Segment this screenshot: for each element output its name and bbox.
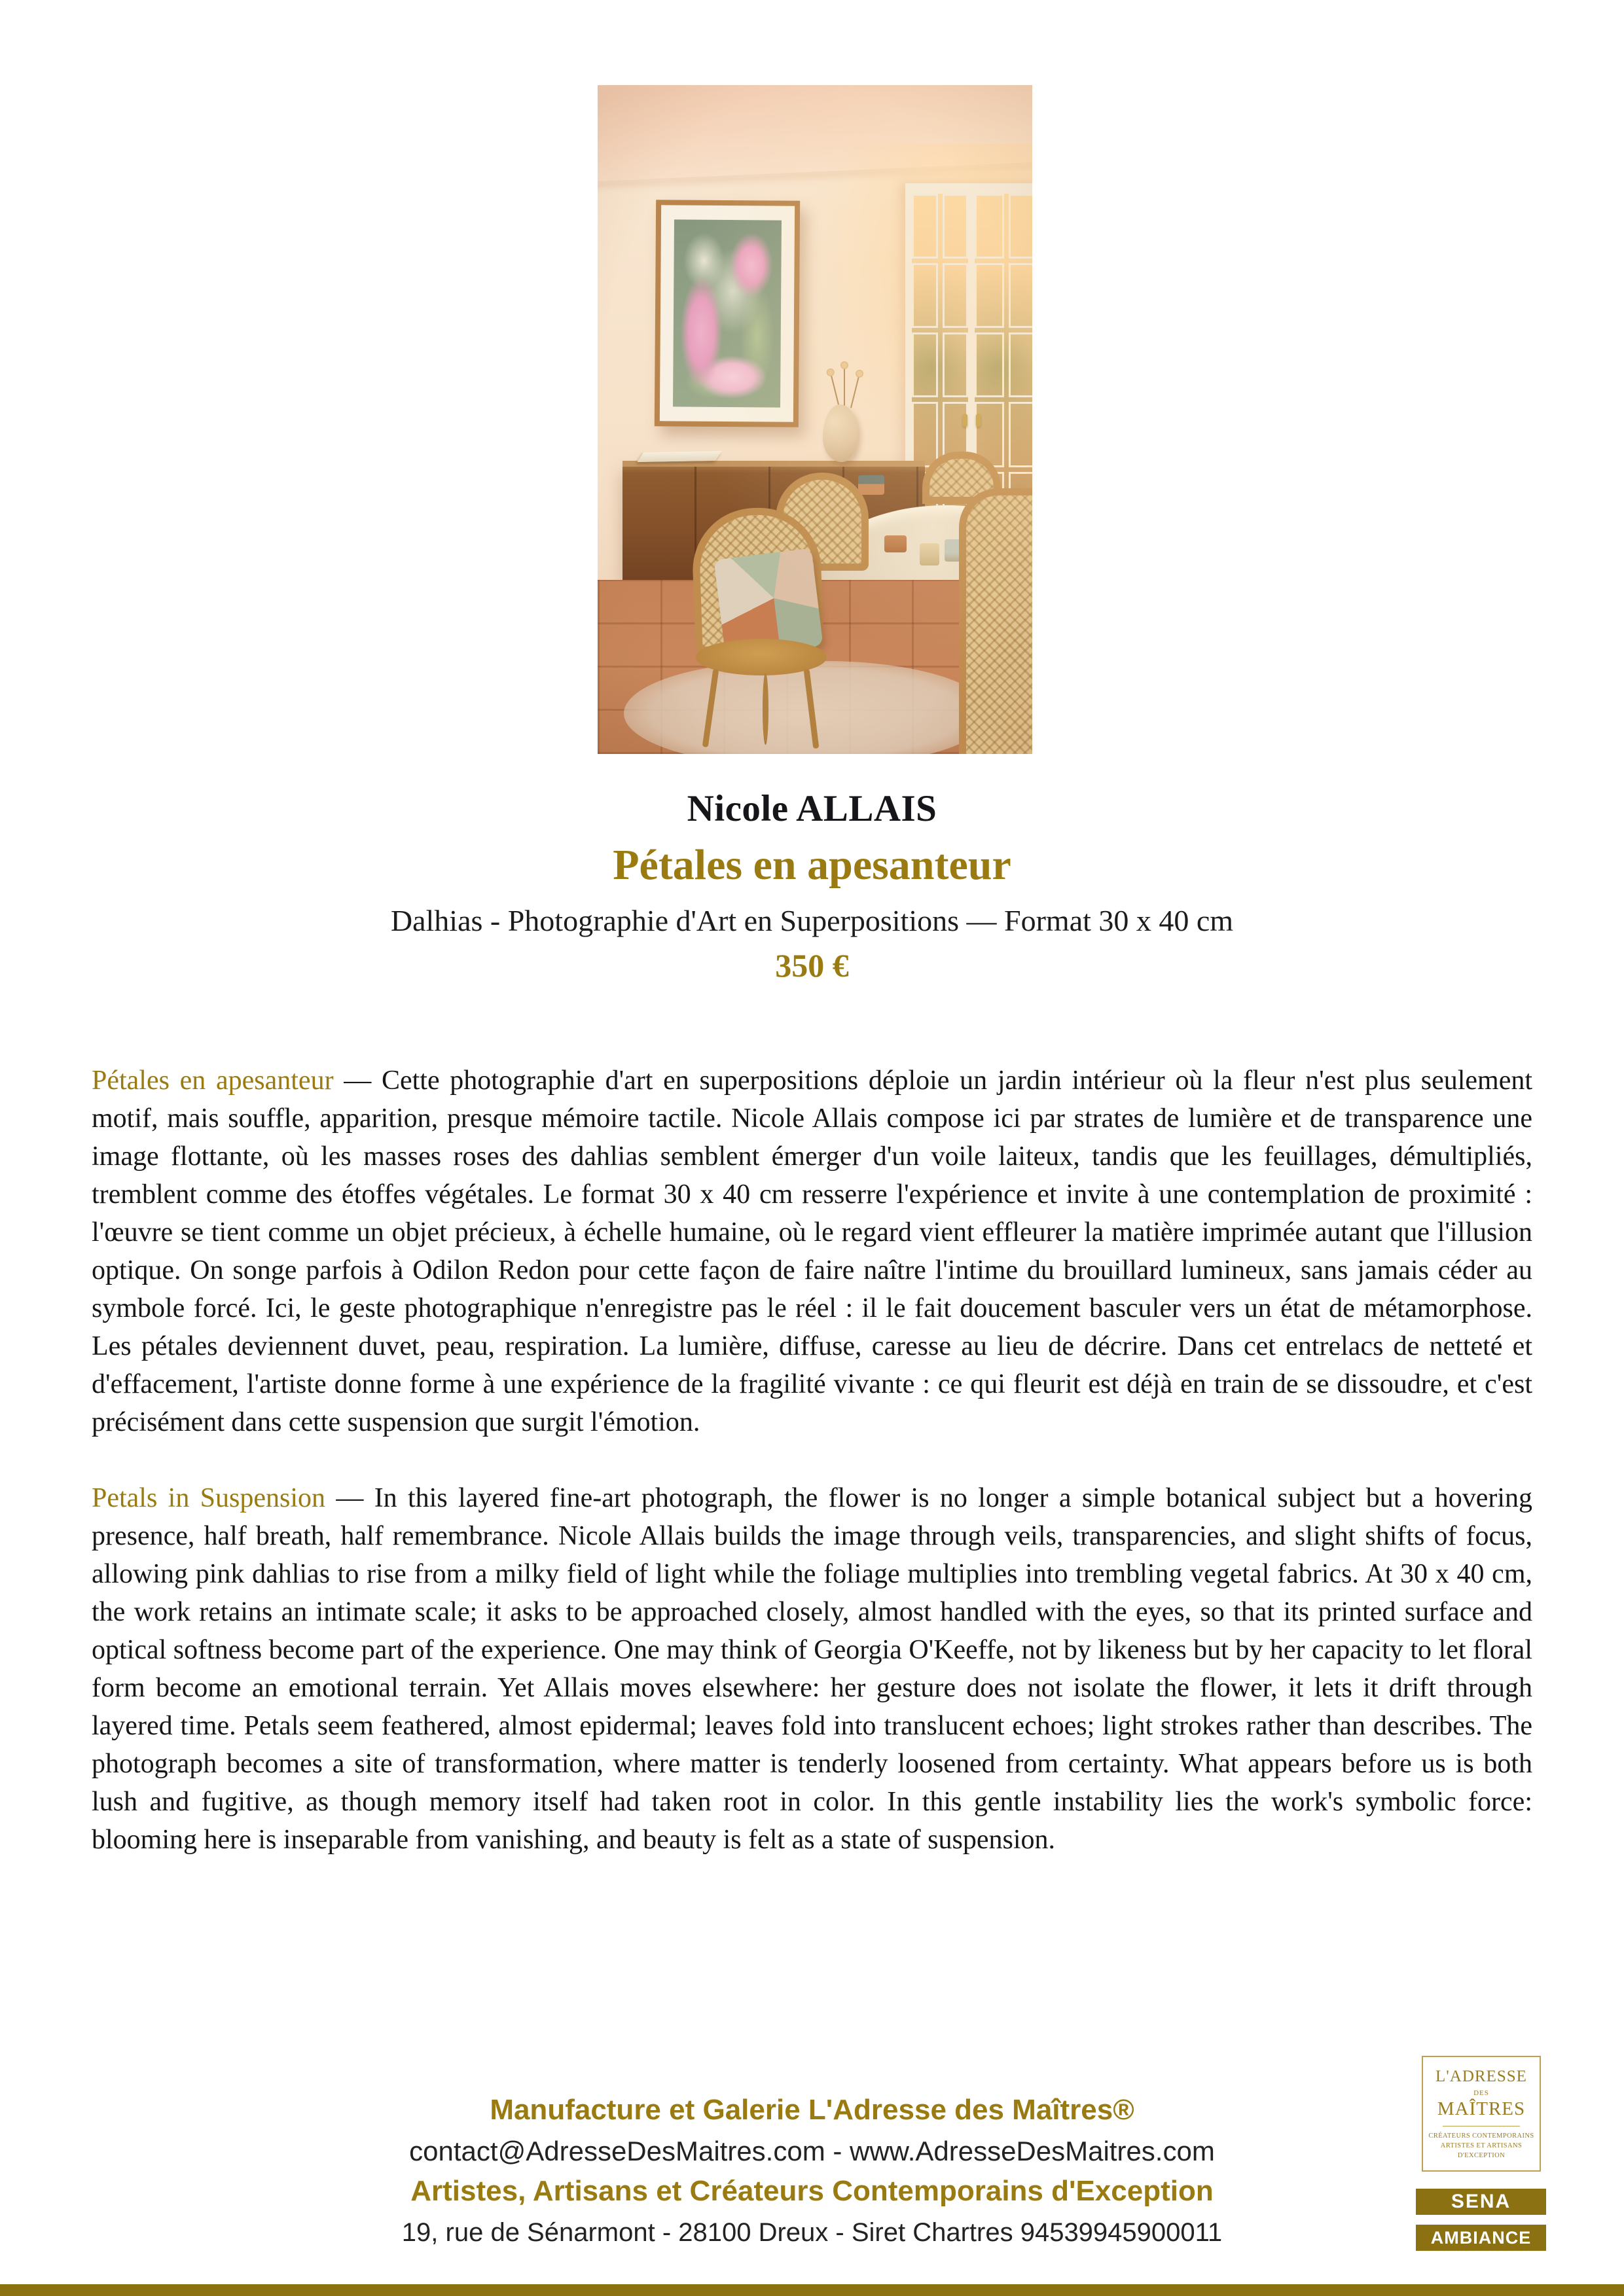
footer-gallery-name: Manufacture et Galerie L'Adresse des Maîtres® bbox=[490, 2094, 1134, 2126]
description-english bbox=[92, 1479, 1532, 1859]
footer-tagline: Artistes, Artisans et Créateurs Contemporains d'Exception bbox=[410, 2175, 1214, 2207]
description-english-lead: Petals in Suspension bbox=[92, 1483, 326, 1513]
hero-photo bbox=[598, 85, 1032, 754]
artwork-title: Pétales en apesanteur bbox=[613, 841, 1011, 889]
logo-sub-line: D'EXCEPTION bbox=[1457, 2152, 1506, 2159]
logo-sub-line: CRÉATEURS CONTEMPORAINS bbox=[1428, 2132, 1534, 2140]
photo-door-handle bbox=[963, 414, 967, 427]
photo-cup bbox=[920, 543, 939, 565]
footer-address: 19, rue de Sénarmont - 28100 Dreux - Siret Chartres 94539945900011 bbox=[401, 2218, 1223, 2247]
photo-artwork-mat bbox=[660, 205, 795, 422]
photo-door-handle bbox=[976, 414, 981, 427]
footer-contact-links[interactable]: contact@AdresseDesMaitres.com - www.AdresseDesMaitres.com bbox=[409, 2136, 1215, 2166]
photo-cup bbox=[884, 535, 907, 552]
artist-name: Nicole ALLAIS bbox=[687, 788, 937, 829]
description-french bbox=[92, 1062, 1532, 1441]
logo-line-des: DES bbox=[1473, 2089, 1489, 2097]
photo-bowl bbox=[858, 475, 884, 495]
gallery-logo bbox=[1422, 2056, 1541, 2172]
badge-ambiance: AMBIANCE bbox=[1416, 2225, 1546, 2251]
description-english-body: — In this layered fine-art photograph, the flower is no longer a simple botanical subject but a hovering presence, half breath, half remembrance. Nicole Allais builds the image through veils, transparencies, and slight shifts of focus, allowing pink dahlias to rise from a milky field of light while the foliage multiplies into trembling vegetal fabrics. At 30 x 40 cm, the work retains an intimate scale; it asks to be approached closely, almost handled with the eyes, so that its printed surface and optical softness become part of the experience. One may think of Georgia O'Keeffe, not by likeness but by her capacity to let floral form become an emotional terrain. Yet Allais moves elsewhere: her gesture does not isolate the flower, it lets it drift through layered time. Petals seem feathered, almost epidermal; leaves fold into translucent echoes; light strokes rather than describes. The photograph becomes a site of transformation, where matter is tenderly loosened from certainty. What appears before us is both lush and fugitive, as though memory itself had taken root in color. In this gentle instability lies the work's symbolic force: blooming here is inseparable from vanishing, and beauty is felt as a state of suspension. bbox=[92, 1483, 1532, 1855]
photo-cane-chair bbox=[959, 488, 1032, 754]
logo-sub-line: ARTISTES ET ARTISANS bbox=[1440, 2142, 1523, 2149]
description-french-lead: Pétales en apesanteur bbox=[92, 1066, 334, 1096]
footer-gold-bar bbox=[0, 2284, 1624, 2296]
description-french-body: — Cette photographie d'art en superpositions déploie un jardin intérieur où la fleur n'est plus seulement motif, mais souffle, apparition, presque mémoire tactile. Nicole Allais compose ici par strates de lumière et de transparence une image flottante, où les masses roses des dahlias semblent émerger d'un voile laiteux, tandis que les feuillages, démultipliés, tremblent comme des étoffes végétales. Le format 30 x 40 cm resserre l'expérience et invite à une contemplation de proximité : l'œuvre se tient comme un objet précieux, à échelle humaine, où le regard vient effleurer la matière imprimée autant que l'illusion optique. On songe parfois à Odilon Redon pour cette façon de faire naître l'intime du brouillard lumineux, sans jamais céder au symbole forcé. Ici, le geste photographique n'enregistre pas le réel : il le fait doucement basculer vers un état de métamorphose. Les pétales deviennent duvet, peau, respiration. La lumière, diffuse, caresse au lieu de décrire. Dans cet entrelacs de netteté et d'effacement, l'artiste donne forme à une expérience de la fragilité vivante : ce qui fleurit est déjà en train de se dissoudre, et c'est précisément dans cette suspension que surgit l'émotion. bbox=[92, 1066, 1533, 1437]
photo-open-book bbox=[637, 451, 721, 462]
photo-dahlia-print bbox=[673, 219, 782, 407]
logo-line-adresse: L'ADRESSE bbox=[1435, 2068, 1527, 2085]
logo-line-maitres: MAÎTRES bbox=[1437, 2098, 1526, 2119]
photo-framed-artwork bbox=[655, 200, 800, 427]
artwork-price: 350 € bbox=[775, 947, 849, 984]
badge-sena: SENA bbox=[1416, 2189, 1546, 2215]
photo-dried-flower bbox=[844, 368, 845, 407]
photo-vase bbox=[823, 404, 858, 462]
artwork-subtitle: Dalhias - Photographie d'Art en Superpositions — Format 30 x 40 cm bbox=[390, 904, 1234, 937]
descriptions bbox=[92, 1062, 1532, 1897]
photo-chair-leg bbox=[763, 673, 768, 745]
